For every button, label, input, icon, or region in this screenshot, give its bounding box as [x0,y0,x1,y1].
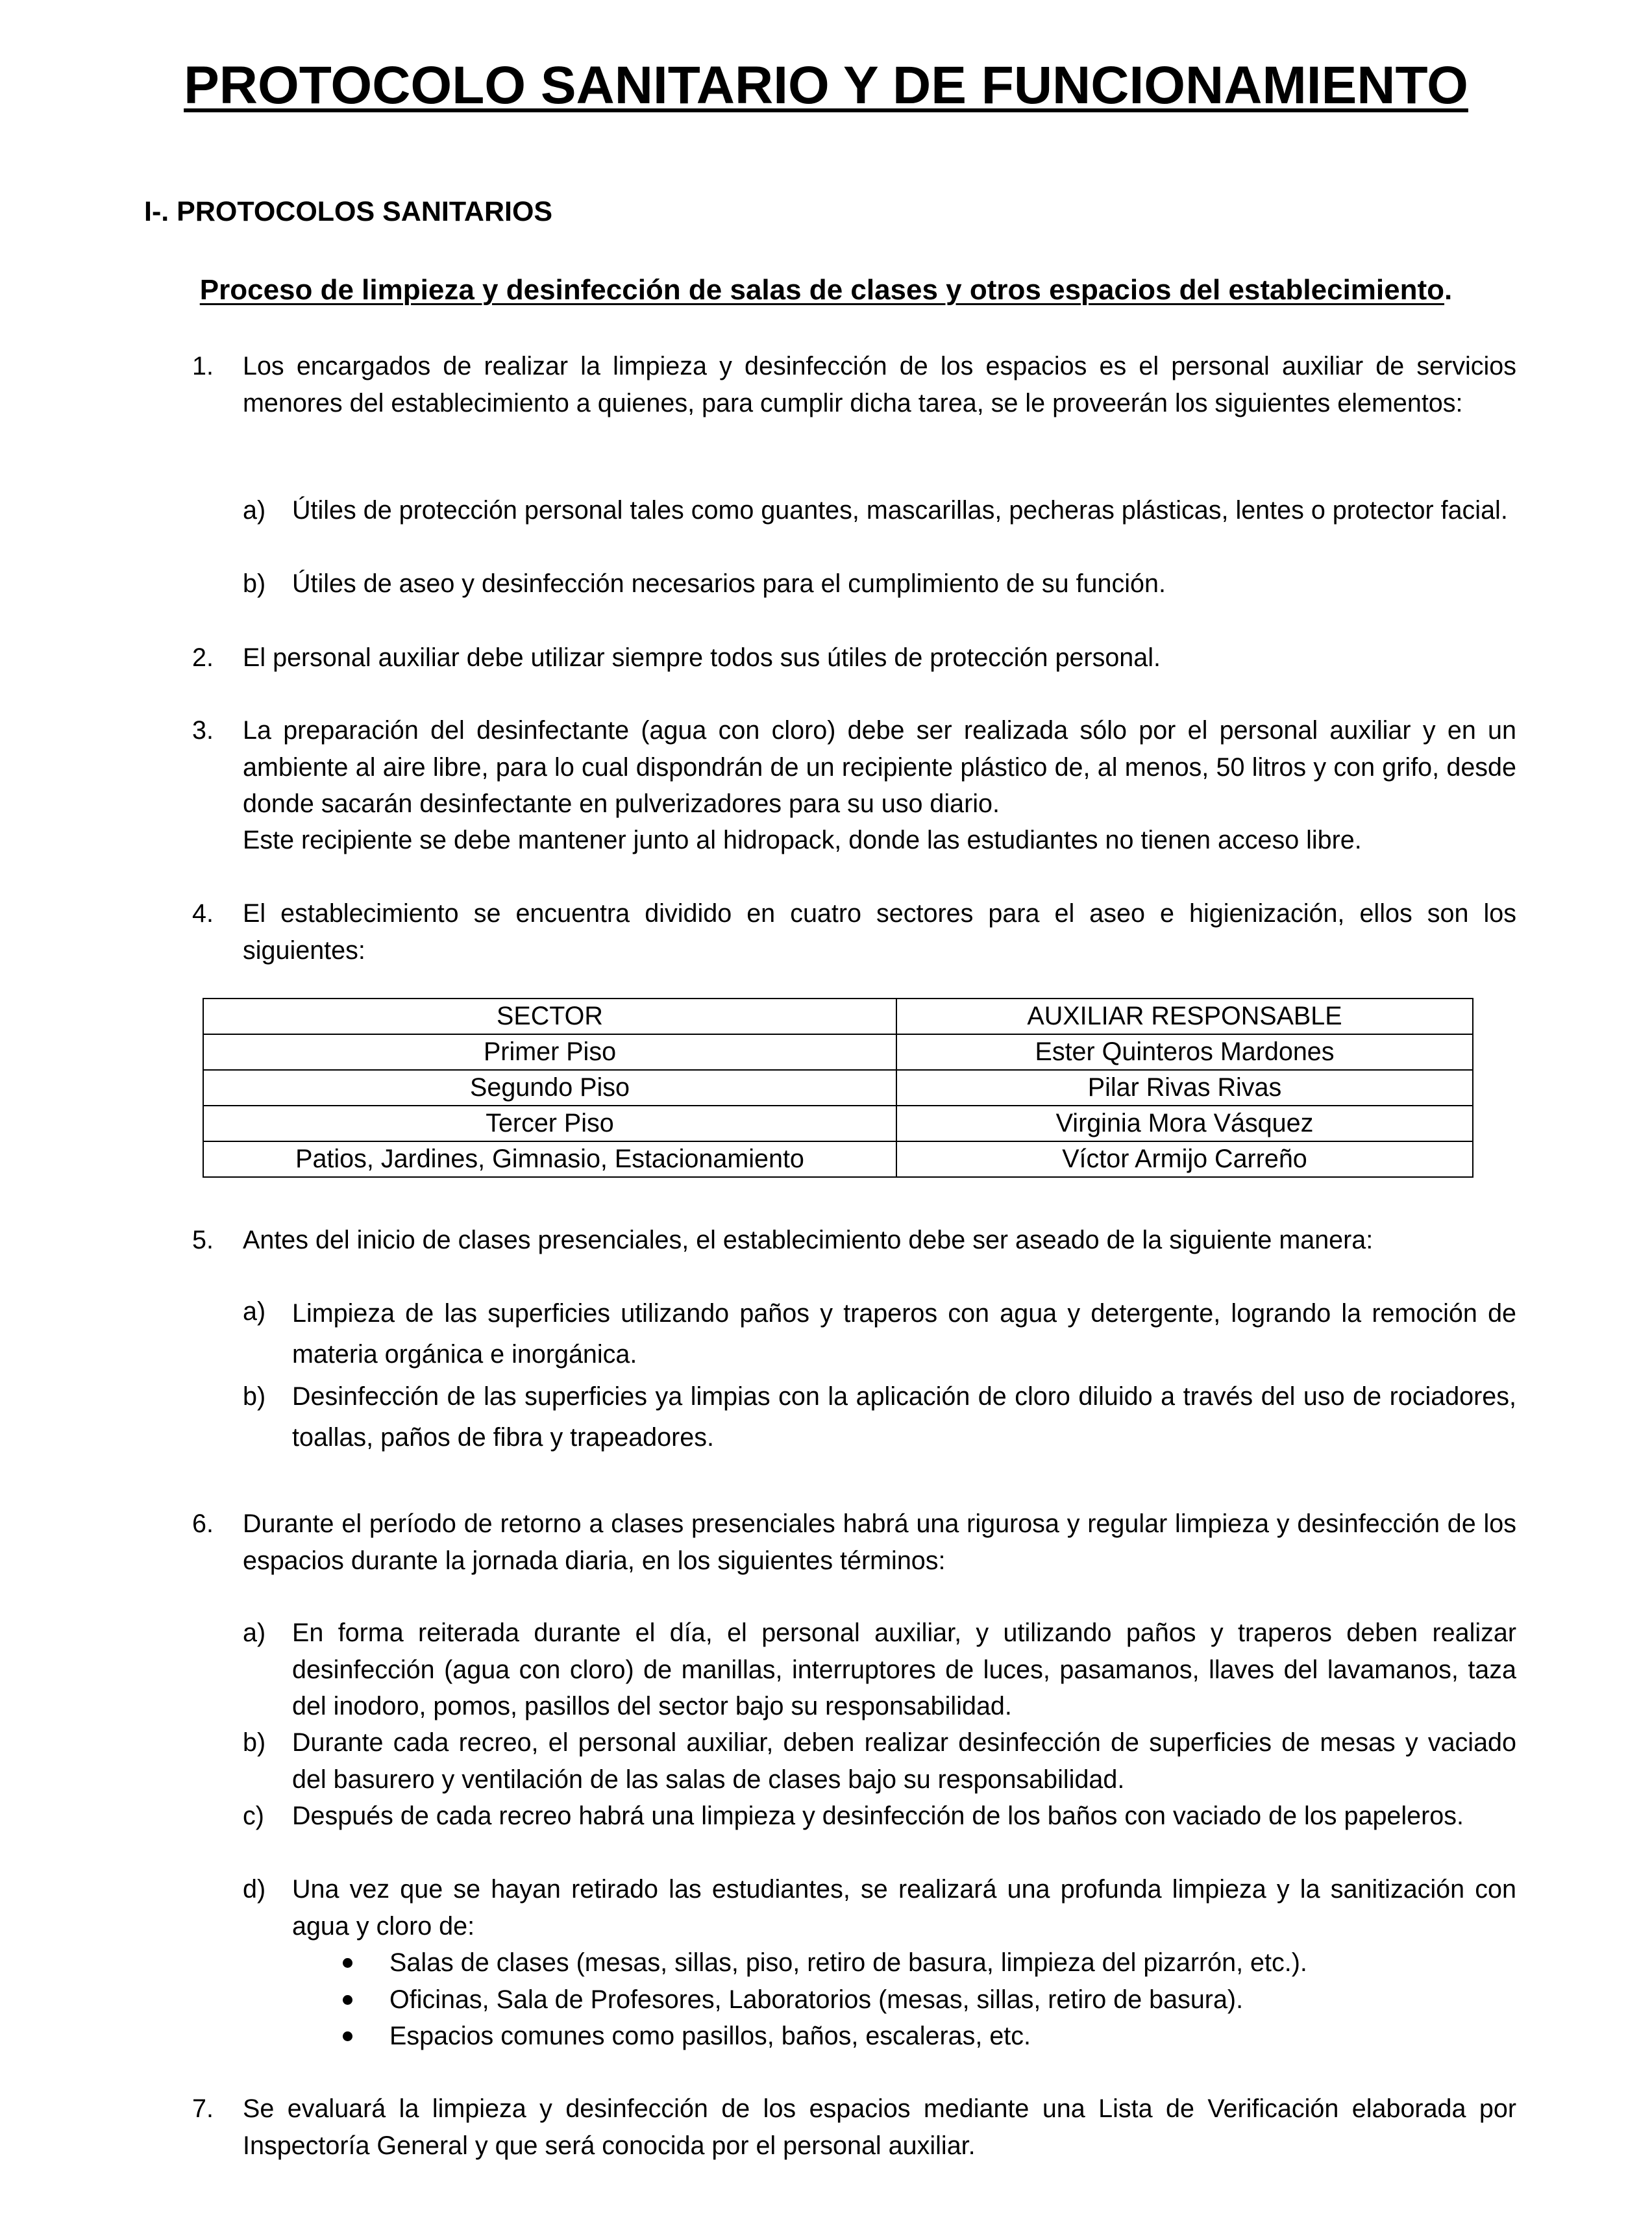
subitem-letter: b) [243,569,266,598]
subitem-text: Útiles de aseo y desinfección necesarios para el cumplimiento de su función. [292,569,1166,598]
subtitle [0,271,1652,309]
section-heading: I-. PROTOCOLOS SANITARIOS [144,196,553,227]
item-number: 2. [192,643,214,672]
subitem-letter: d) [243,1875,266,1904]
subtitle-text: Proceso de limpieza y desinfección de salas de clases y otros espacios del establecimiento [199,274,1445,306]
table-header-row [203,999,1473,1034]
subitem-text: Después de cada recreo habrá una limpieza y desinfección de los baños con vaciado de los papeleros. [292,1802,1464,1830]
table-row [203,1070,1473,1106]
table-header-cell: SECTOR [203,999,896,1034]
subitem-letter: b) [243,1382,266,1411]
item-text: Los encargados de realizar la limpieza y desinfección de los espacios es el personal auxiliar de servicios menores del establecimiento a quienes, para cumplir dicha tarea, se le proveerán los siguientes elementos: [243,352,1516,417]
subitem-text: Útiles de protección personal tales como guantes, mascarillas, pecheras plásticas, lentes o protector facial. [292,496,1508,525]
item-text: Antes del inicio de clases presenciales, el establecimiento debe ser aseado de la siguiente manera: [243,1226,1374,1254]
table-row [203,1034,1473,1070]
bullet-icon [343,2031,352,2041]
table-cell: Tercer Piso [203,1106,896,1141]
subitem-letter: b) [243,1728,266,1757]
table-cell: Ester Quinteros Mardones [896,1034,1473,1070]
item-number: 4. [192,899,214,928]
subitem-text: Limpieza de las superficies utilizando paños y traperos con agua y detergente, logrando la remoción de materia orgánica e inorgánica. [292,1299,1516,1369]
table-row [203,1141,1473,1177]
item-text: La preparación del desinfectante (agua con cloro) debe ser realizada sólo por el personal auxiliar y en un ambiente al aire libre, para lo cual dispondrán de un recipiente plástico de, al menos, 50 litros y con grifo, desde donde sacarán desinfectante en pulverizadores para su uso diario. [243,716,1516,818]
subtitle-period: . [1444,274,1453,306]
subitem-letter: a) [243,1297,266,1326]
bullet-icon [343,1995,352,2005]
table-cell: Patios, Jardines, Gimnasio, Estacionamiento [203,1141,896,1177]
item-text: Durante el período de retorno a clases presenciales habrá una rigurosa y regular limpieza y desinfección de los espacios durante la jornada diaria, en los siguientes términos: [243,1509,1516,1575]
item-text: El establecimiento se encuentra dividido en cuatro sectores para el aseo e higienización, ellos son los siguientes: [243,899,1516,965]
table-cell: Víctor Armijo Carreño [896,1141,1473,1177]
table-header-cell: AUXILIAR RESPONSABLE [896,999,1473,1034]
item-text: El personal auxiliar debe utilizar siempre todos sus útiles de protección personal. [243,643,1161,672]
item-number: 6. [192,1509,214,1538]
list-item [389,2018,1516,2055]
item-number: 3. [192,716,214,745]
subitem-text: En forma reiterada durante el día, el personal auxiliar, y utilizando paños y traperos deben realizar desinfección (agua con cloro) de manillas, interruptores de luces, pasamanos, llaves del lavamanos, taza del inodoro, pomos, pasillos del sector bajo su responsabilidad. [292,1619,1516,1720]
subitem-letter: c) [243,1802,264,1830]
list-item-text: Oficinas, Sala de Profesores, Laboratorios (mesas, sillas, retiro de basura). [389,1985,1244,2014]
bullet-list [389,1944,1516,2055]
subitem-text: Desinfección de las superficies ya limpias con la aplicación de cloro diluido a través del uso de rociadores, toallas, paños de fibra y trapeadores. [292,1382,1516,1452]
item-number: 1. [192,352,214,380]
subitem-text: Una vez que se hayan retirado las estudiantes, se realizará una profunda limpieza y la sanitización con agua y cloro de: [292,1875,1516,1941]
list-item [389,1981,1516,2018]
sector-table [203,998,1473,1178]
document-title: PROTOCOLO SANITARIO Y DE FUNCIONAMIENTO [184,56,1468,115]
list-item-text: Salas de clases (mesas, sillas, piso, retiro de basura, limpieza del pizarrón, etc.). [389,1948,1307,1977]
bullet-icon [343,1958,352,1968]
list-item [389,1944,1516,1981]
subitem-text: Durante cada recreo, el personal auxiliar, deben realizar desinfección de superficies de mesas y vaciado del basurero y ventilación de las salas de clases bajo su responsabilidad. [292,1728,1516,1794]
table-cell: Segundo Piso [203,1070,896,1106]
item-number: 5. [192,1226,214,1254]
item-extra-text: Este recipiente se debe mantener junto al hidropack, donde las estudiantes no tienen acceso libre. [243,826,1362,854]
table-row [203,1106,1473,1141]
item-text: Se evaluará la limpieza y desinfección de los espacios mediante una Lista de Verificación elaborada por Inspectoría General y que será conocida por el personal auxiliar. [243,2094,1516,2160]
subitem-letter: a) [243,496,266,525]
table-cell: Virginia Mora Vásquez [896,1106,1473,1141]
list-item-text: Espacios comunes como pasillos, baños, escaleras, etc. [389,2022,1031,2050]
table-cell: Pilar Rivas Rivas [896,1070,1473,1106]
subitem-letter: a) [243,1619,266,1647]
table-cell: Primer Piso [203,1034,896,1070]
item-number: 7. [192,2094,214,2123]
